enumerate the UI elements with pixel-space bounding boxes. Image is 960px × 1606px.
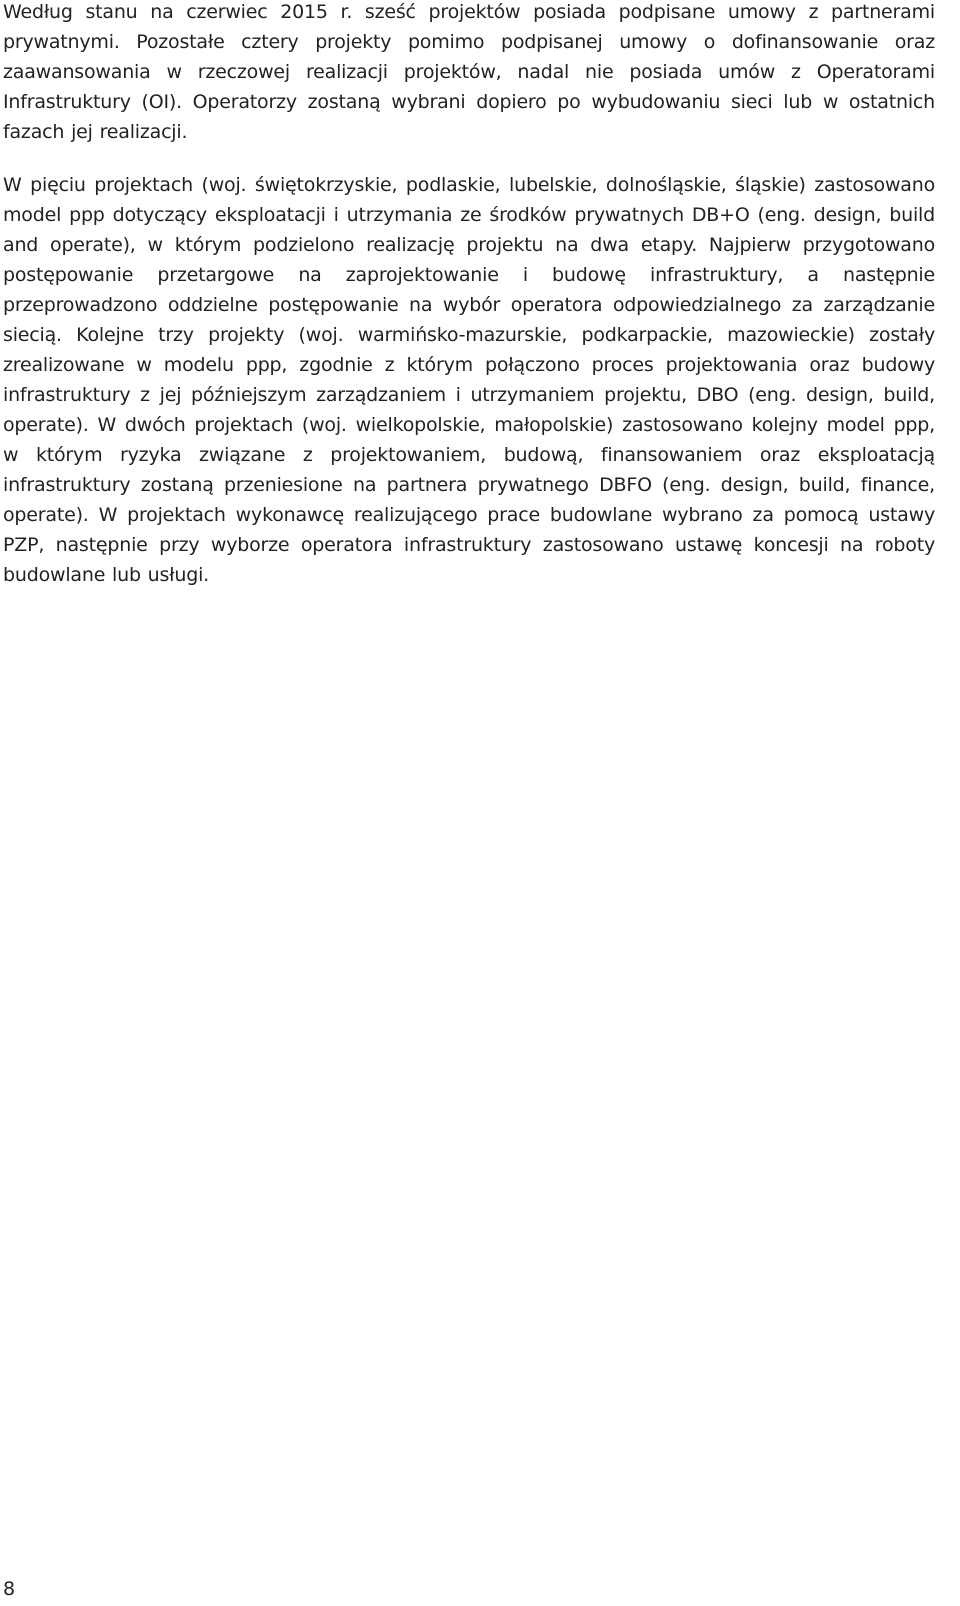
page-number: 8 <box>3 1578 16 1600</box>
paragraph-ppp-models: W pięciu projektach (woj. świętokrzyskie, podlaskie, lubelskie, dolnośląskie, śląskie) zastosowano model ppp dotyczący eksploatacji i utrzymania ze środków prywatnych DB+O (eng. design, build and operate), w którym podzielono realizację projektu na dwa etapy. Najpierw przygotowano postępowanie przetargowe na zaprojektowanie i budowę infrastruktury, a następnie przeprowadzono oddzielne postępowanie na wybór operatora odpowiedzialnego za zarządzanie siecią. Kolejne trzy projekty (woj. warmińsko-mazurskie, podkarpackie, mazowieckie) zostały zrealizowane w modelu ppp, zgodnie z którym połączono proces projektowania oraz budowy infrastruktury z jej późniejszym zarządzaniem i utrzymaniem projektu, DBO (eng. design, build, operate). W dwóch projektach (woj. wielkopolskie, małopolskie) zastosowano kolejny model ppp, w którym ryzyka związane z projektowaniem, budową, finansowaniem oraz eksploatacją infrastruktury zostaną przeniesione na partnera prywatnego DBFO (eng. design, build, finance, operate). W projektach wykonawcę realizującego prace budowlane wybrano za pomocą ustawy PZP, następnie przy wyborze operatora infrastruktury zastosowano ustawę koncesji na roboty budowlane lub usługi. <box>3 174 935 586</box>
paragraph-ppp-agreements-status: Według stanu na czerwiec 2015 r. sześć projektów posiada podpisane umowy z partnerami prywatnymi. Pozostałe cztery projekty pomimo podpisanej umowy o dofinansowanie oraz zaawansowania w rzeczowej realizacji projektów, nadal nie posiada umów z Operatorami Infrastruktury (OI). Operatorzy zostaną wybrani dopiero po wybudowaniu sieci lub w ostatnich fazach jej realizacji. <box>3 1 935 143</box>
